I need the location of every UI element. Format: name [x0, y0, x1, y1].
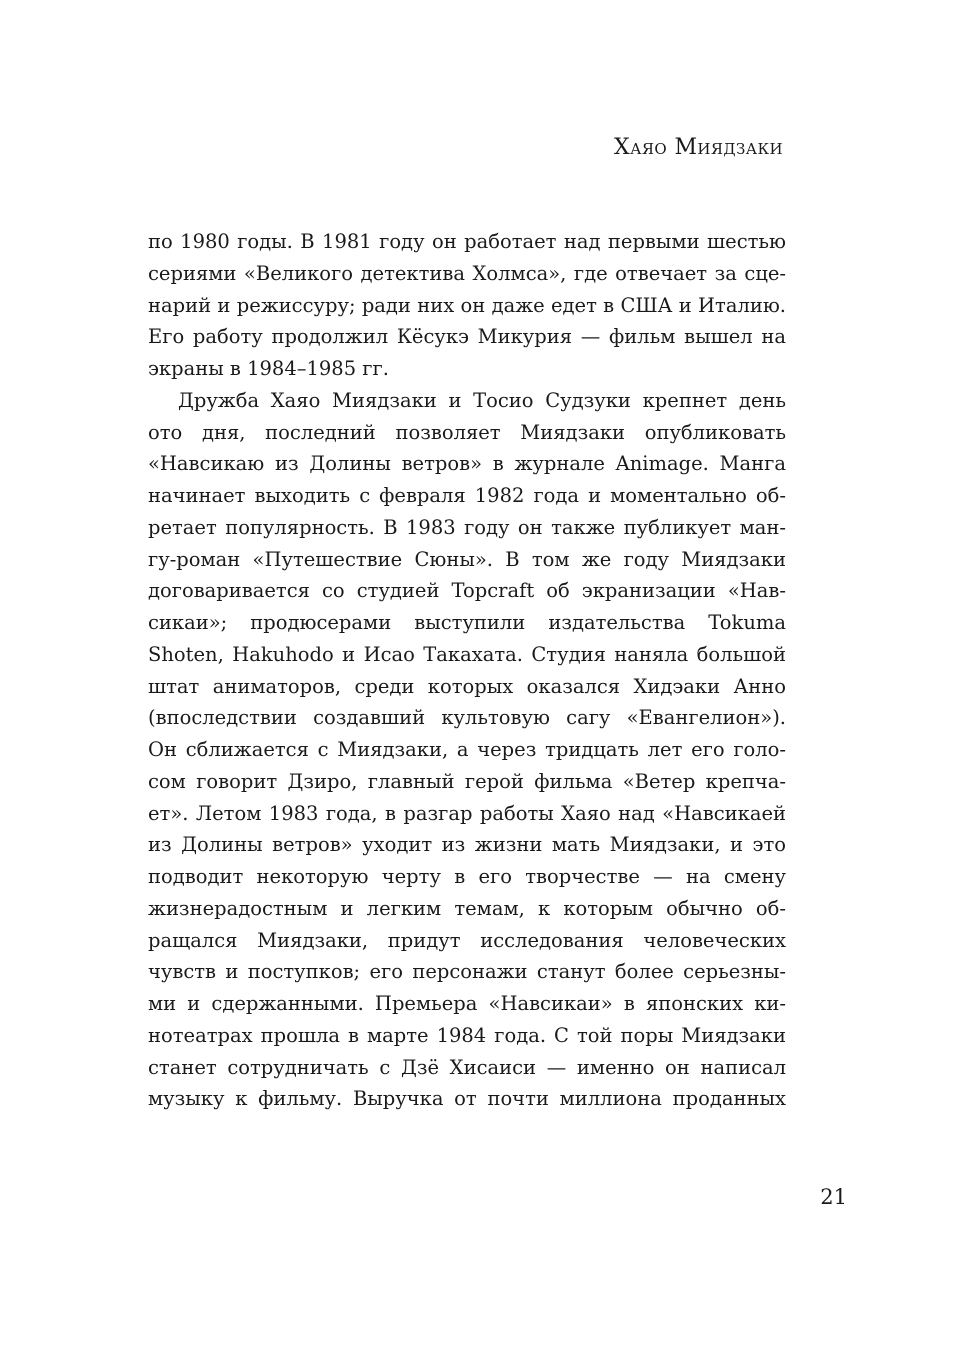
text-line: Shoten, Hakuhodo и Исао Такахата. Студия наняла большой — [148, 642, 786, 666]
text-line: (впоследствии создавший культовую сагу «Евангелион»). — [148, 706, 786, 730]
text-line: жизнерадостным и легким темам, к которым обычно об- — [148, 896, 786, 920]
text-line: нотеатрах прошла в марте 1984 года. С той поры Миядзаки — [148, 1023, 786, 1047]
text-line: чувств и поступков; его персонажи станут более серьезны- — [148, 960, 786, 984]
text-line: Дружба Хаяо Миядзаки и Тосио Судзуки крепнет день — [178, 388, 786, 412]
text-line: штат аниматоров, среди которых оказался Хидэаки Анно — [148, 674, 786, 698]
text-line: Он сближается с Миядзаки, а через тридцать лет его голо- — [148, 738, 786, 761]
text-line: ми и сдержанными. Премьера «Навсикаи» в японских ки- — [148, 992, 786, 1015]
text-line: сикаи»; продюсерами выступили издательства Tokuma — [148, 611, 786, 634]
text-line: «Навсикаю из Долины ветров» в журнале Animage. Манга — [148, 452, 786, 476]
text-line: начинает выходить с февраля 1982 года и моментально об- — [148, 484, 786, 507]
running-head: Хаяо Миядзаки — [614, 135, 783, 160]
text-line: сериями «Великого детектива Холмса», где отвечает за сце- — [148, 261, 786, 285]
text-line: сом говорит Дзиро, главный герой фильма «Ветер крепча- — [148, 769, 786, 793]
text-line: экраны в 1984–1985 гг. — [148, 357, 389, 380]
text-line: ото дня, последний позволяет Миядзаки опубликовать — [148, 420, 786, 444]
text-line: по 1980 годы. В 1981 году он работает над первыми шестью — [148, 230, 786, 253]
text-line: ращался Миядзаки, придут исследования человеческих — [148, 928, 786, 952]
text-line: станет сотрудничать с Дзё Хисаиси — именно он написал — [148, 1055, 786, 1079]
text-line: договаривается со студией Topcraft об экранизации «Нав- — [148, 579, 786, 603]
text-line: ет». Летом 1983 года, в разгар работы Хаяо над «Навсикаей — [148, 801, 786, 825]
text-line: нарий и режиссуру; ради них он даже едет в США и Италию. — [148, 293, 786, 317]
text-line: ретает популярность. В 1983 году он также публикует ман- — [148, 515, 786, 539]
text-line: подводит некоторую черту в его творчестве — на смену — [148, 865, 786, 888]
text-line: Его работу продолжил Кёсукэ Микурия — фильм вышел на — [148, 325, 786, 349]
body-text — [148, 226, 786, 1115]
text-line: из Долины ветров» уходит из жизни мать Миядзаки, и это — [148, 833, 786, 857]
text-line: гу-роман «Путешествие Сюны». В том же году Миядзаки — [148, 547, 786, 571]
text-line: музыку к фильму. Выручка от почти миллиона проданных — [148, 1087, 786, 1111]
page-number: 21 — [820, 1185, 847, 1209]
